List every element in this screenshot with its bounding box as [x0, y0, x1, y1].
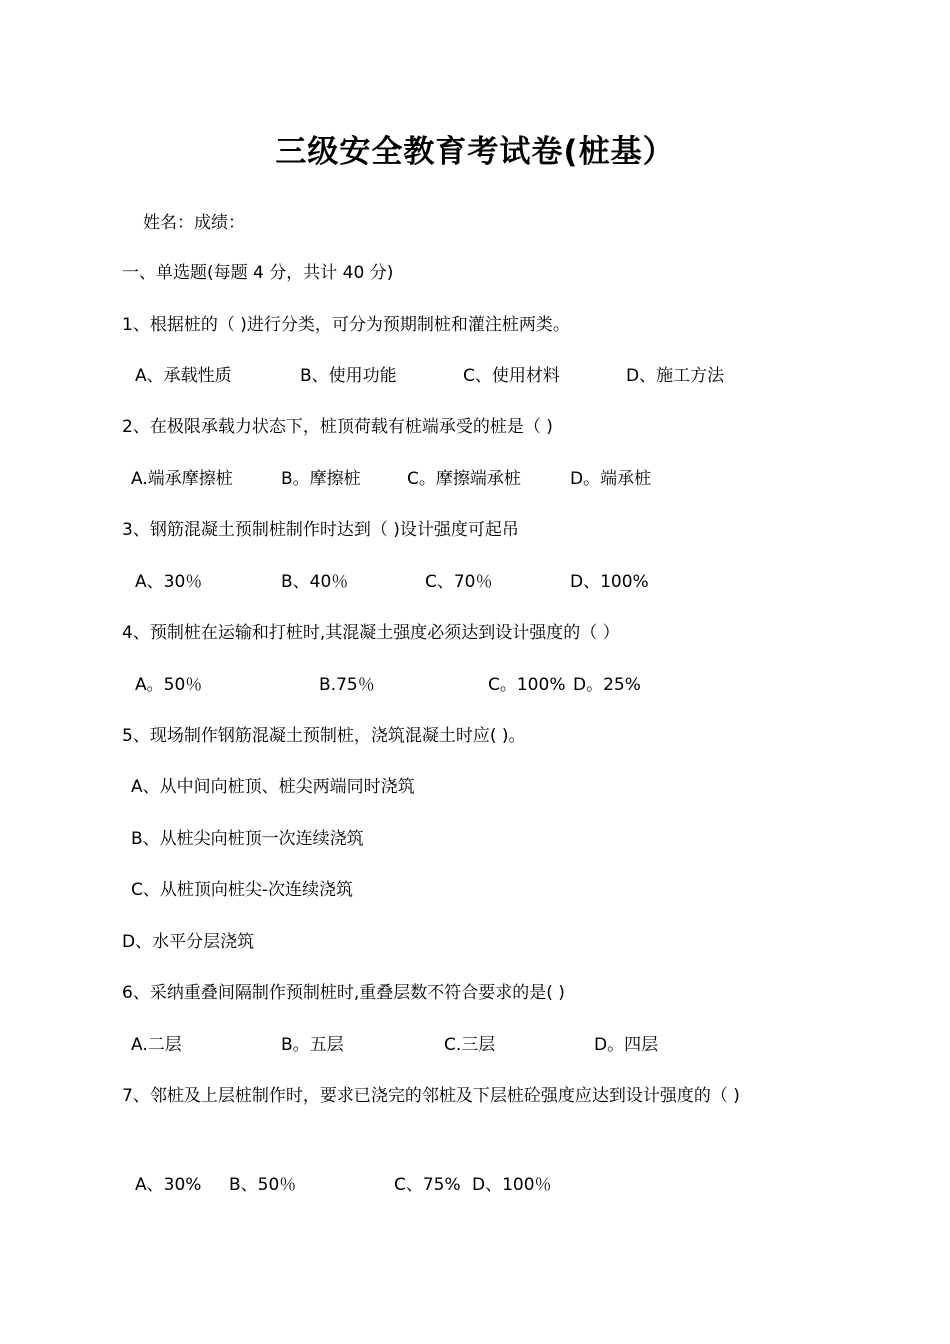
question-7: 7、邻桩及上层桩制作时，要求已浇完的邻桩及下层桩砼强度应达到设计强度的（ ) [122, 1086, 740, 1106]
q2-option-a: A.端承摩擦桩 [131, 469, 233, 489]
q4-option-c: C。100% [488, 675, 566, 695]
page-title: 三级安全教育考试卷(桩基） [275, 134, 675, 170]
q2-option-d: D。端承桩 [570, 469, 652, 489]
q3-option-d: D、100% [570, 572, 649, 592]
question-2: 2、在极限承载力状态下，桩顶荷载有桩端承受的桩是（ ) [122, 417, 553, 437]
q6-option-a: A.二层 [131, 1035, 182, 1055]
q4-option-b: B.75％ [319, 675, 375, 695]
q2-option-b: B。摩擦桩 [281, 469, 361, 489]
q3-option-b: B、40％ [281, 572, 349, 592]
q6-option-c: C.三层 [444, 1035, 496, 1055]
q4-option-d: D。25% [573, 675, 641, 695]
q3-option-c: C、70％ [425, 572, 493, 592]
question-6: 6、采纳重叠间隔制作预制桩时,重叠层数不符合要求的是( ) [122, 983, 565, 1003]
q1-option-a: A、承载性质 [135, 366, 232, 386]
q7-option-c: C、75% [394, 1175, 461, 1195]
q5-option-d: D、水平分层浇筑 [122, 932, 255, 952]
q1-option-b: B、使用功能 [300, 366, 397, 386]
question-3: 3、钢筋混凝土预制桩制作时达到（ )设计强度可起吊 [122, 520, 519, 540]
q1-option-c: C、使用材料 [463, 366, 560, 386]
question-5: 5、现场制作钢筋混凝土预制桩，浇筑混凝土时应( )。 [122, 726, 526, 746]
q6-option-b: B。五层 [281, 1035, 344, 1055]
section-heading: 一、单选题(每题 4 分，共计 40 分) [122, 263, 394, 283]
q3-option-a: A、30％ [135, 572, 203, 592]
q7-option-a: A、30% [135, 1175, 202, 1195]
q5-option-a: A、从中间向桩顶、桩尖两端同时浇筑 [131, 777, 415, 797]
q4-option-a: A。50％ [135, 675, 203, 695]
question-1: 1、根据桩的（ )进行分类，可分为预期制桩和灌注桩两类。 [122, 315, 570, 335]
question-4: 4、预制桩在运输和打桩时,其混凝土强度必须达到设计强度的（ ） [122, 623, 620, 643]
q5-option-b: B、从桩尖向桩顶一次连续浇筑 [131, 829, 364, 849]
q7-option-b: B、50％ [229, 1175, 297, 1195]
name-score-line: 姓名：成绩： [143, 213, 245, 233]
q1-option-d: D、施工方法 [626, 366, 725, 386]
q7-option-d: D、100％ [472, 1175, 552, 1195]
q2-option-c: C。摩擦端承桩 [407, 469, 521, 489]
q5-option-c: C、从桩顶向桩尖-次连续浇筑 [131, 880, 354, 900]
q6-option-d: D。四层 [594, 1035, 659, 1055]
